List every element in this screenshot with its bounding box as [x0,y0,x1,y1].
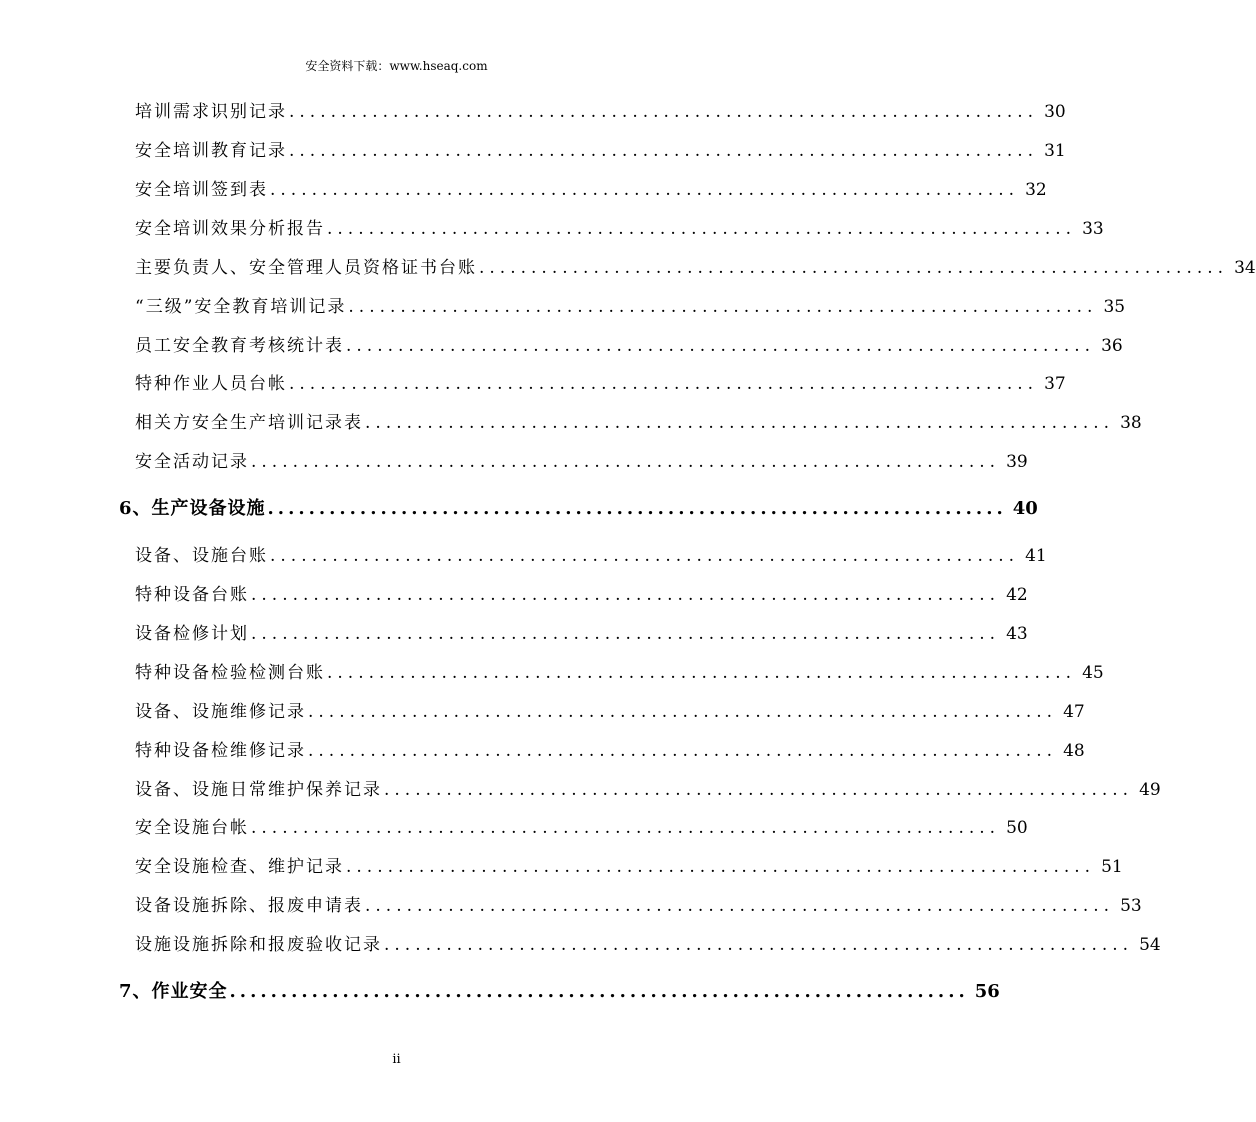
toc-entry-page: 34 [1234,258,1256,278]
toc-entry[interactable] [135,930,1161,955]
toc-entry-title: 设备、设施台账 [135,546,268,566]
toc-entry-title: 设备、设施维修记录 [135,702,306,722]
toc-entry[interactable] [135,331,1123,356]
toc-entry-title: 特种设备检验检测台账 [135,663,325,683]
toc-entry-title: 安全培训教育记录 [135,141,287,161]
toc-entry-page: 42 [1006,585,1028,605]
toc-entry-page: 33 [1082,219,1104,239]
toc-leader-dots: ........................................................................ [346,857,1096,877]
toc-section-page: 56 [974,981,1000,1002]
toc-entry-page: 36 [1101,336,1123,356]
toc-entry-page: 38 [1120,413,1142,433]
toc-entry-page: 43 [1006,624,1028,644]
toc-leader-dots: ........................................................................ [384,935,1134,955]
toc-leader-dots: ........................................................................ [289,102,1039,122]
toc-entry[interactable] [135,214,1104,239]
toc-entry[interactable] [135,813,1028,838]
toc-entry-title: 设备检修计划 [135,624,249,644]
toc-entry[interactable] [135,541,1047,566]
toc-leader-dots: ........................................................................ [251,452,1001,472]
toc-entry[interactable] [135,292,1126,317]
toc-entry[interactable] [135,891,1142,916]
toc-section-entry[interactable] [119,977,1000,1003]
toc-leader-dots: ........................................................................ [270,546,1020,566]
toc-entry-title: 特种设备台账 [135,585,249,605]
toc-section-title: 6、生产设备设施 [119,498,266,519]
toc-entry[interactable] [135,408,1142,433]
toc-entry-page: 31 [1044,141,1066,161]
toc-entry-page: 35 [1103,297,1126,317]
toc-entry[interactable] [135,253,1256,278]
toc-entry[interactable] [135,175,1047,200]
toc-entry-title: 员工安全教育考核统计表 [135,336,344,356]
toc-leader-dots: ........................................................................ [327,663,1077,683]
toc-leader-dots: ........................................................................ [229,981,969,1002]
toc-entry-page: 49 [1139,780,1161,800]
toc-entry[interactable] [135,658,1104,683]
toc-entry-page: 47 [1063,702,1085,722]
toc-section-title: 7、作业安全 [119,981,228,1002]
toc-entry-page: 51 [1101,857,1123,877]
toc-entry-title: 安全培训效果分析报告 [135,219,325,239]
toc-entry-title: 安全设施检查、维护记录 [135,857,344,877]
toc-entry[interactable] [135,580,1028,605]
toc-entry-page: 48 [1063,741,1085,761]
toc-entry-title: 设备、设施日常维护保养记录 [135,780,382,800]
toc-entry[interactable] [135,736,1085,761]
toc-entry[interactable] [135,97,1066,122]
toc-section-page: 40 [1012,498,1038,519]
toc-leader-dots: ........................................................................ [289,141,1039,161]
toc-entry-page: 53 [1120,896,1142,916]
toc-entry-title: 安全活动记录 [135,452,249,472]
toc-leader-dots: ........................................................................ [251,585,1001,605]
toc-entry-page: 39 [1006,452,1028,472]
toc-leader-dots: ........................................................................ [308,702,1058,722]
toc-section-entry[interactable] [119,494,1038,520]
toc-entry[interactable] [135,697,1085,722]
toc-entry[interactable] [135,775,1161,800]
page-number: ii [392,1052,401,1067]
toc-entry[interactable] [135,447,1028,472]
toc-entry[interactable] [135,852,1123,877]
toc-leader-dots: ........................................................................ [308,741,1058,761]
toc-entry-page: 32 [1025,180,1047,200]
toc-entry-page: 37 [1044,374,1066,394]
toc-entry-page: 41 [1025,546,1047,566]
toc-entry-title: 培训需求识别记录 [135,102,287,122]
toc-leader-dots: ........................................................................ [251,624,1001,644]
toc-entry-title: 安全培训签到表 [135,180,268,200]
toc-entry-title: 设施设施拆除和报废验收记录 [135,935,382,955]
toc-entry-title: 相关方安全生产培训记录表 [135,413,363,433]
toc-leader-dots: ........................................................................ [289,374,1039,394]
toc-entry-page: 30 [1044,102,1066,122]
toc-leader-dots: ........................................................................ [348,297,1098,317]
toc-entry-title: 特种作业人员台帐 [135,374,287,394]
page-header: 安全资料下载：www.hseaq.com [305,59,488,73]
toc-leader-dots: ........................................................................ [479,258,1229,278]
toc-entry-title: 安全设施台帐 [135,818,249,838]
toc-leader-dots: ........................................................................ [270,180,1020,200]
toc-entry[interactable] [135,369,1066,394]
toc-leader-dots: ........................................................................ [365,896,1115,916]
toc-entry-page: 45 [1082,663,1104,683]
toc-entry[interactable] [135,136,1066,161]
toc-leader-dots: ........................................................................ [251,818,1001,838]
toc-entry-title: 特种设备检维修记录 [135,741,306,761]
toc-leader-dots: ........................................................................ [327,219,1077,239]
toc-entry-title: 设备设施拆除、报废申请表 [135,896,363,916]
toc-leader-dots: ........................................................................ [346,336,1096,356]
toc-leader-dots: ........................................................................ [365,413,1115,433]
toc-entry-title: “三级”安全教育培训记录 [135,297,347,317]
toc-entry-page: 54 [1139,935,1161,955]
toc-leader-dots: ........................................................................ [384,780,1134,800]
toc-entry-title: 主要负责人、安全管理人员资格证书台账 [135,258,477,278]
toc-entry-page: 50 [1006,818,1028,838]
toc-leader-dots: ........................................................................ [267,498,1007,519]
toc-entry[interactable] [135,619,1028,644]
